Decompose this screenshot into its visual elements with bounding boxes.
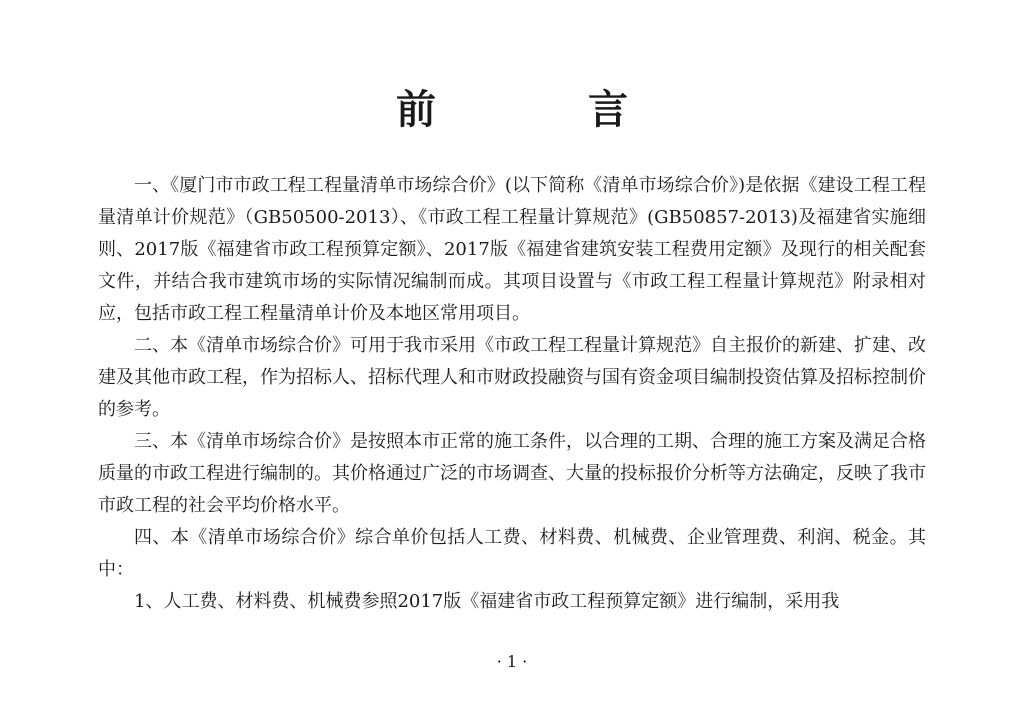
page-number: · 1 ·	[496, 652, 528, 671]
paragraph-4: 四、本《清单市场综合价》综合单价包括人工费、材料费、机械费、企业管理费、利润、税金。其中：	[98, 527, 926, 580]
document-body	[98, 170, 926, 618]
paragraph-1: 一、《厦门市市政工程工程量清单市场综合价》(以下简称《清单市场综合价》)是依据《建设工程工程量清单计价规范》（GB50500-2013）、《市政工程工程量计算规范》(GB50857-2013)及福建省实施细则、2017版《福建省市政工程预算定额》、2017版《福建省建筑安装工程费用定额》及现行的相关配套文件，并结合我市建筑市场的实际情况编制而成。其项目设置与《市政工程工程量计算规范》附录相对应，包括市政工程工程量清单计价及本地区常用项目。	[98, 175, 926, 324]
page-title: 前 言	[396, 86, 684, 133]
paragraph-3: 三、本《清单市场综合价》是按照本市正常的施工条件，以合理的工期、合理的施工方案及满足合格质量的市政工程进行编制的。其价格通过广泛的市场调查、大量的投标报价分析等方法确定，反映了我市市政工程的社会平均价格水平。	[98, 431, 926, 516]
paragraph-2: 二、本《清单市场综合价》可用于我市采用《市政工程工程量计算规范》自主报价的新建、扩建、改建及其他市政工程，作为招标人、招标代理人和市财政投融资与国有资金项目编制投资估算及招标控制价的参考。	[98, 335, 926, 420]
paragraph-5: 1、人工费、材料费、机械费参照2017版《福建省市政工程预算定额》进行编制，采用我	[134, 591, 840, 612]
